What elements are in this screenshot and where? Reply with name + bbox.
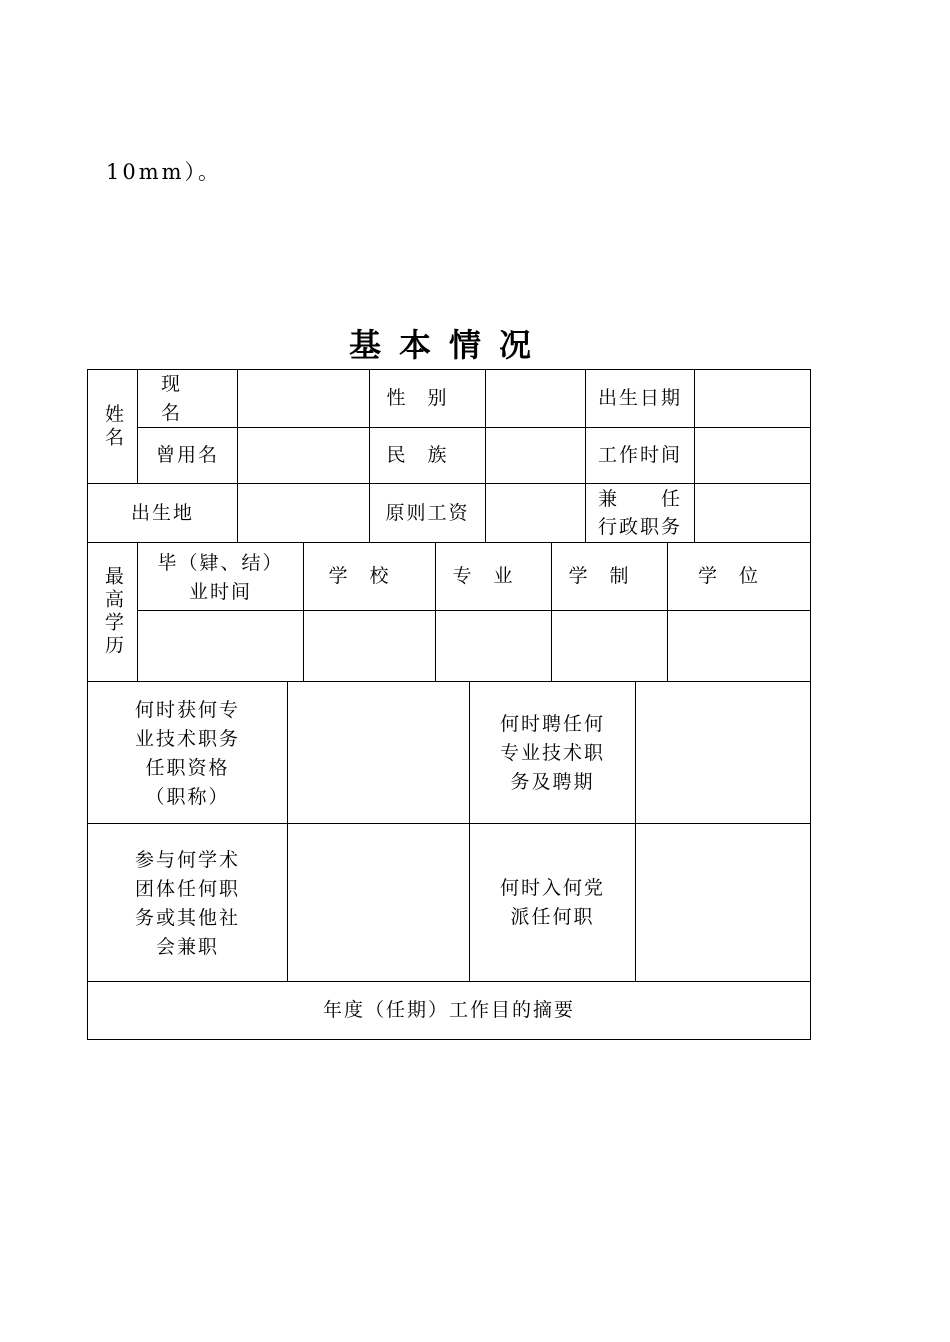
gender-label: 性别 (369, 369, 486, 428)
duration-field[interactable] (551, 610, 668, 682)
major-label: 专业 (435, 542, 552, 611)
gender-field[interactable] (485, 369, 586, 428)
concurrent-post-field[interactable] (694, 483, 811, 543)
work-summary-header: 年度（任期）工作目的摘要 (87, 981, 811, 1040)
grad-time-field[interactable] (137, 610, 304, 682)
appointment-field[interactable] (635, 681, 811, 824)
work-start-field[interactable] (694, 427, 811, 484)
birthplace-field[interactable] (237, 483, 370, 543)
school-field[interactable] (303, 610, 436, 682)
qualification-label-line4: （职称） (145, 786, 230, 808)
appointment-label-line3: 务及聘期 (510, 771, 595, 793)
ethnicity-label: 民族 (369, 427, 486, 484)
duration-label: 学制 (551, 542, 668, 611)
qualification-label (87, 681, 288, 824)
appointment-label-line2: 专业技术职 (499, 742, 605, 764)
grad-time-label (137, 542, 304, 611)
appointment-label (469, 681, 636, 824)
work-start-label: 工作时间 (585, 427, 695, 484)
current-name-label: 现名 (137, 369, 238, 428)
major-field[interactable] (435, 610, 552, 682)
concurrent-post-label (585, 483, 695, 543)
concurrent-post-label-line2: 行政职务 (597, 516, 682, 538)
appointment-label-line1: 何时聘任何 (499, 713, 605, 735)
qualification-label-line2: 业技术职务 (134, 728, 240, 750)
former-name-field[interactable] (237, 427, 370, 484)
qualification-label-line1: 何时获何专 (134, 699, 240, 721)
academic-roles-label (87, 823, 288, 982)
party-label-line1: 何时入何党 (499, 877, 605, 899)
education-group-label: 最高学历 (87, 542, 138, 682)
party-label-line2: 派任何职 (510, 906, 595, 928)
birth-date-label: 出生日期 (585, 369, 695, 428)
qualification-label-line3: 任职资格 (145, 757, 230, 779)
base-salary-field[interactable] (485, 483, 586, 543)
birth-date-field[interactable] (694, 369, 811, 428)
concurrent-post-label-line1: 兼 任 (597, 488, 682, 510)
ethnicity-field[interactable] (485, 427, 586, 484)
name-group-label: 姓名 (87, 369, 138, 484)
party-field[interactable] (635, 823, 811, 982)
academic-roles-label-line1: 参与何学术 (134, 849, 240, 871)
degree-field[interactable] (667, 610, 811, 682)
academic-roles-field[interactable] (287, 823, 470, 982)
grad-time-label-line1: 毕（肄、结） (157, 552, 284, 574)
birthplace-label: 出生地 (87, 483, 238, 543)
grad-time-label-line2: 业时间 (188, 581, 252, 603)
page-note: 10mm）。 (106, 160, 223, 184)
qualification-field[interactable] (287, 681, 470, 824)
former-name-label: 曾用名 (137, 427, 238, 484)
base-salary-label: 原则工资 (369, 483, 486, 543)
academic-roles-label-line2: 团体任何职 (134, 878, 240, 900)
current-name-field[interactable] (237, 369, 370, 428)
academic-roles-label-line4: 会兼职 (155, 936, 219, 958)
school-label: 学校 (303, 542, 436, 611)
degree-label: 学位 (667, 542, 811, 611)
form-title: 基本情况 (348, 326, 549, 364)
academic-roles-label-line3: 务或其他社 (134, 907, 240, 929)
party-label (469, 823, 636, 982)
